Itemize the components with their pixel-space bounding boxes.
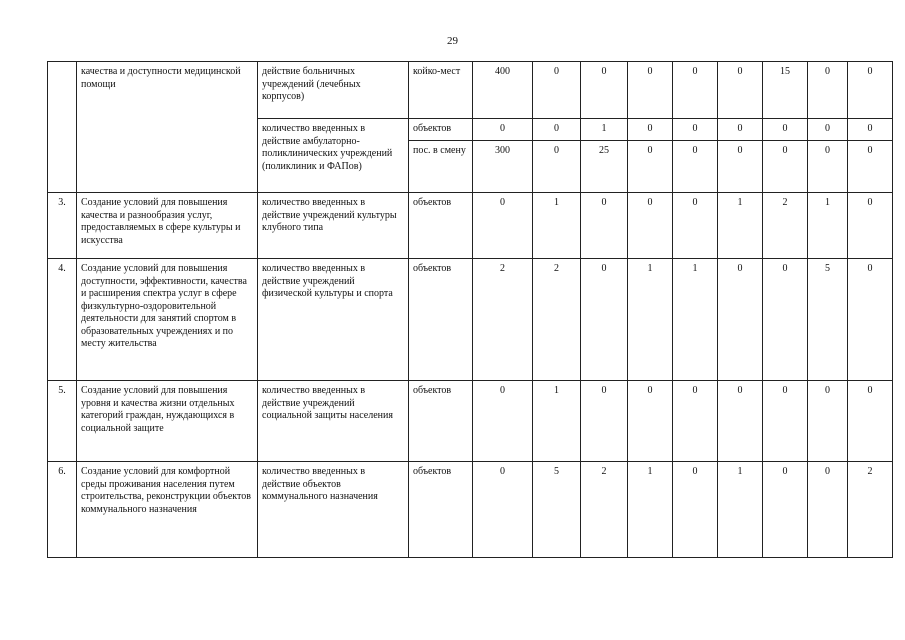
- unit-cell: объектов: [409, 381, 473, 462]
- value-cell: 400: [473, 62, 533, 119]
- value-cell: 1: [533, 381, 581, 462]
- value-cell: 0: [628, 193, 673, 259]
- value-cell: 0: [628, 381, 673, 462]
- table-row: [48, 462, 893, 558]
- indicator-name: количество введенных в действие амбулаторно-поликлинических учреждений (поликлиник и ФАПов): [258, 119, 409, 193]
- value-cell: 0: [473, 381, 533, 462]
- value-cell: 0: [763, 462, 808, 558]
- row-number: 4.: [48, 259, 77, 381]
- value-cell: 0: [763, 259, 808, 381]
- value-cell: 1: [718, 193, 763, 259]
- value-cell: 2: [581, 462, 628, 558]
- value-cell: 0: [848, 381, 893, 462]
- value-cell: 0: [628, 62, 673, 119]
- value-cell: 1: [533, 193, 581, 259]
- value-cell: 0: [848, 141, 893, 193]
- indicator-name: количество введенных в действие учреждений культуры клубного типа: [258, 193, 409, 259]
- row-number: [48, 62, 77, 193]
- value-cell: 0: [808, 62, 848, 119]
- value-cell: 0: [581, 259, 628, 381]
- row-number: 5.: [48, 381, 77, 462]
- value-cell: 0: [673, 62, 718, 119]
- unit-cell: объектов: [409, 259, 473, 381]
- value-cell: 0: [763, 381, 808, 462]
- row-number: 3.: [48, 193, 77, 259]
- value-cell: 300: [473, 141, 533, 193]
- value-cell: 5: [533, 462, 581, 558]
- unit-cell: койко-мест: [409, 62, 473, 119]
- value-cell: 1: [673, 259, 718, 381]
- indicator-name: количество введенных в действие учреждений социальной защиты населения: [258, 381, 409, 462]
- value-cell: 0: [718, 141, 763, 193]
- program-indicators-table: [47, 61, 893, 558]
- value-cell: 0: [808, 381, 848, 462]
- unit-cell: объектов: [409, 462, 473, 558]
- indicator-name: количество введенных в действие объектов коммунального назначения: [258, 462, 409, 558]
- goal-text: Создание условий для повышения доступности, эффективности, качества и расширения спектра услуг в сфере физкультурно-оздоровительной деятельности для занятий спортом в образовательных учреждениях и по месту жительства: [77, 259, 258, 381]
- row-number: 6.: [48, 462, 77, 558]
- unit-cell: пос. в смену: [409, 141, 473, 193]
- value-cell: 0: [673, 381, 718, 462]
- value-cell: 0: [581, 62, 628, 119]
- value-cell: 2: [763, 193, 808, 259]
- value-cell: 0: [533, 119, 581, 141]
- unit-cell: объектов: [409, 119, 473, 141]
- value-cell: 0: [718, 62, 763, 119]
- page-number: 29: [447, 35, 458, 47]
- value-cell: 0: [673, 462, 718, 558]
- table-row: [48, 259, 893, 381]
- value-cell: 0: [473, 193, 533, 259]
- table-row: [48, 62, 893, 119]
- value-cell: 0: [581, 193, 628, 259]
- unit-cell: объектов: [409, 193, 473, 259]
- value-cell: 0: [808, 119, 848, 141]
- value-cell: 2: [848, 462, 893, 558]
- goal-text: Создание условий для повышения качества и разнообразия услуг, предоставляемых в сфере культуры и искусства: [77, 193, 258, 259]
- value-cell: 0: [848, 259, 893, 381]
- value-cell: 0: [581, 381, 628, 462]
- value-cell: 0: [763, 141, 808, 193]
- value-cell: 0: [718, 119, 763, 141]
- value-cell: 1: [808, 193, 848, 259]
- value-cell: 0: [808, 462, 848, 558]
- value-cell: 15: [763, 62, 808, 119]
- table-row: [48, 193, 893, 259]
- goal-text: Создание условий для повышения уровня и качества жизни отдельных категорий граждан, нуждающихся в социальной защите: [77, 381, 258, 462]
- table-row: [48, 381, 893, 462]
- value-cell: 0: [673, 141, 718, 193]
- value-cell: 0: [763, 119, 808, 141]
- value-cell: 1: [628, 259, 673, 381]
- value-cell: 0: [533, 141, 581, 193]
- value-cell: 0: [718, 259, 763, 381]
- value-cell: 1: [718, 462, 763, 558]
- indicator-name: действие больничных учреждений (лечебных корпусов): [258, 62, 409, 119]
- value-cell: 0: [673, 119, 718, 141]
- value-cell: 5: [808, 259, 848, 381]
- value-cell: 0: [808, 141, 848, 193]
- value-cell: 0: [628, 119, 673, 141]
- goal-text: качества и доступности медицинской помощи: [77, 62, 258, 193]
- value-cell: 0: [473, 462, 533, 558]
- value-cell: 2: [533, 259, 581, 381]
- value-cell: 0: [473, 119, 533, 141]
- value-cell: 1: [581, 119, 628, 141]
- value-cell: 2: [473, 259, 533, 381]
- value-cell: 1: [628, 462, 673, 558]
- value-cell: 0: [848, 193, 893, 259]
- value-cell: 25: [581, 141, 628, 193]
- value-cell: 0: [673, 193, 718, 259]
- value-cell: 0: [718, 381, 763, 462]
- value-cell: 0: [628, 141, 673, 193]
- value-cell: 0: [848, 62, 893, 119]
- goal-text: Создание условий для комфортной среды проживания населения путем строительства, реконструкции объектов коммунального назначения: [77, 462, 258, 558]
- value-cell: 0: [533, 62, 581, 119]
- value-cell: 0: [848, 119, 893, 141]
- indicator-name: количество введенных в действие учреждений физической культуры и спорта: [258, 259, 409, 381]
